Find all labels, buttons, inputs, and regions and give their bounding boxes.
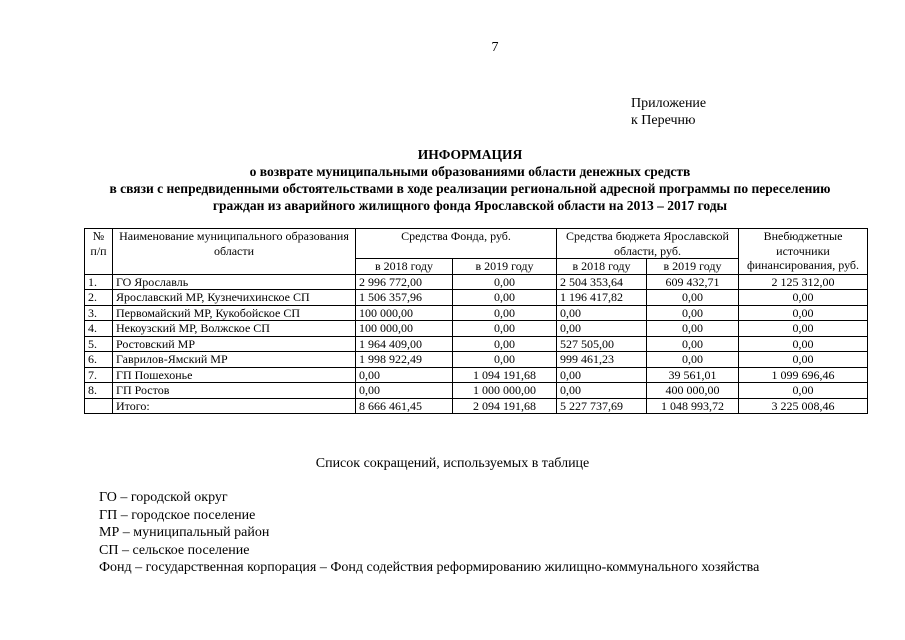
total-row [85, 398, 868, 414]
heading-line-3: граждан из аварийного жилищного фонда Ярославской области на 2013 – 2017 годы [212, 198, 728, 213]
cell-budget-2019: 0,00 [647, 336, 739, 352]
cell-budget-2019: 0,00 [647, 352, 739, 368]
page-number: 7 [491, 40, 499, 55]
cell-budget-2019: 0,00 [647, 305, 739, 321]
appendix-line-1: Приложение [631, 96, 707, 111]
row-num: 6. [85, 352, 113, 368]
row-name: Гаврилов-Ямский МР [113, 352, 356, 368]
cell-fund-2019: 1 094 191,68 [453, 367, 557, 383]
abbreviations-caption: Список сокращений, используемых в таблице [315, 456, 590, 471]
cell-fund-2019: 0,00 [453, 352, 557, 368]
table-row [85, 367, 868, 383]
row-name: ГП Ростов [113, 383, 356, 399]
row-num: 2. [85, 290, 113, 306]
cell-extra: 0,00 [739, 290, 868, 306]
row-num: 7. [85, 367, 113, 383]
table-row [85, 383, 868, 399]
cell-budget-2018: 999 461,23 [557, 352, 647, 368]
cell-fund-2018: 0,00 [356, 383, 453, 399]
cell-budget-2018: 0,00 [557, 321, 647, 337]
cell-fund-2018: 0,00 [356, 367, 453, 383]
total-blank [85, 398, 113, 414]
cell-fund-2018: 1 964 409,00 [356, 336, 453, 352]
header-budget: Средства бюджета Ярославской области, руб. [557, 229, 739, 259]
cell-fund-2018: 1 506 357,96 [356, 290, 453, 306]
abbreviation-item: ГП – городское поселение [99, 507, 256, 523]
table-row [85, 321, 868, 337]
header-extra: Внебюджетные источники финансирования, руб. [739, 229, 868, 275]
cell-fund-2018: 100 000,00 [356, 305, 453, 321]
cell-budget-2019: 0,00 [647, 321, 739, 337]
row-name: Первомайский МР, Кукобойское СП [113, 305, 356, 321]
abbreviation-item: СП – сельское поселение [99, 542, 250, 558]
appendix-note [631, 95, 706, 129]
cell-budget-2018: 1 196 417,82 [557, 290, 647, 306]
heading-line-1: о возврате муниципальными образованиями области денежных средств [249, 164, 691, 179]
total-budget-2019: 1 048 993,72 [647, 398, 739, 414]
cell-budget-2019: 400 000,00 [647, 383, 739, 399]
cell-extra: 0,00 [739, 305, 868, 321]
heading-line-2: в связи с непредвиденными обстоятельствами в ходе реализации региональной адресной программы по переселению [109, 181, 831, 196]
row-num: 1. [85, 274, 113, 290]
cell-budget-2019: 0,00 [647, 290, 739, 306]
row-name: ГП Пошехонье [113, 367, 356, 383]
table-row [85, 305, 868, 321]
row-name: Ростовский МР [113, 336, 356, 352]
total-extra: 3 225 008,46 [739, 398, 868, 414]
data-table [84, 228, 868, 414]
cell-fund-2018: 1 998 922,49 [356, 352, 453, 368]
row-num: 4. [85, 321, 113, 337]
cell-fund-2019: 0,00 [453, 336, 557, 352]
cell-extra: 0,00 [739, 336, 868, 352]
abbreviation-item: Фонд – государственная корпорация – Фонд содействия реформированию жилищно-коммунального хозяйства [99, 560, 760, 575]
total-budget-2018: 5 227 737,69 [557, 398, 647, 414]
cell-extra: 0,00 [739, 383, 868, 399]
row-name: Некоузский МР, Волжское СП [113, 321, 356, 337]
cell-budget-2018: 527 505,00 [557, 336, 647, 352]
abbreviation-item: МР – муниципальный район [99, 525, 270, 540]
heading-title: ИНФОРМАЦИЯ [417, 147, 523, 162]
cell-extra: 0,00 [739, 321, 868, 337]
document-heading [40, 146, 900, 214]
header-num: № п/п [85, 229, 113, 275]
row-num: 5. [85, 336, 113, 352]
cell-budget-2018: 0,00 [557, 367, 647, 383]
row-name: ГО Ярославль [113, 274, 356, 290]
cell-extra: 1 099 696,46 [739, 367, 868, 383]
cell-fund-2018: 2 996 772,00 [356, 274, 453, 290]
cell-fund-2019: 0,00 [453, 274, 557, 290]
cell-extra: 2 125 312,00 [739, 274, 868, 290]
row-num: 8. [85, 383, 113, 399]
row-num: 3. [85, 305, 113, 321]
table-row [85, 274, 868, 290]
header-fund: Средства Фонда, руб. [356, 229, 557, 259]
appendix-line-2: к Перечню [631, 113, 696, 128]
cell-fund-2019: 0,00 [453, 290, 557, 306]
cell-budget-2019: 609 432,71 [647, 274, 739, 290]
row-name: Ярославский МР, Кузнечихинское СП [113, 290, 356, 306]
cell-budget-2018: 2 504 353,64 [557, 274, 647, 290]
cell-budget-2018: 0,00 [557, 383, 647, 399]
header-name: Наименование муниципального образования области [113, 229, 356, 275]
cell-budget-2018: 0,00 [557, 305, 647, 321]
cell-budget-2019: 39 561,01 [647, 367, 739, 383]
abbreviations-list [99, 489, 759, 577]
cell-fund-2019: 1 000 000,00 [453, 383, 557, 399]
table-row [85, 336, 868, 352]
header-budget-2018: в 2018 году [557, 259, 647, 275]
header-budget-2019: в 2019 году [647, 259, 739, 275]
table-row [85, 352, 868, 368]
cell-fund-2019: 0,00 [453, 305, 557, 321]
cell-fund-2019: 0,00 [453, 321, 557, 337]
total-fund-2019: 2 094 191,68 [453, 398, 557, 414]
total-fund-2018: 8 666 461,45 [356, 398, 453, 414]
header-fund-2018: в 2018 году [356, 259, 453, 275]
cell-fund-2018: 100 000,00 [356, 321, 453, 337]
table-body [85, 274, 868, 414]
table-row [85, 290, 868, 306]
total-label: Итого: [113, 398, 356, 414]
cell-extra: 0,00 [739, 352, 868, 368]
abbreviation-item: ГО – городской округ [99, 490, 228, 505]
header-fund-2019: в 2019 году [453, 259, 557, 275]
